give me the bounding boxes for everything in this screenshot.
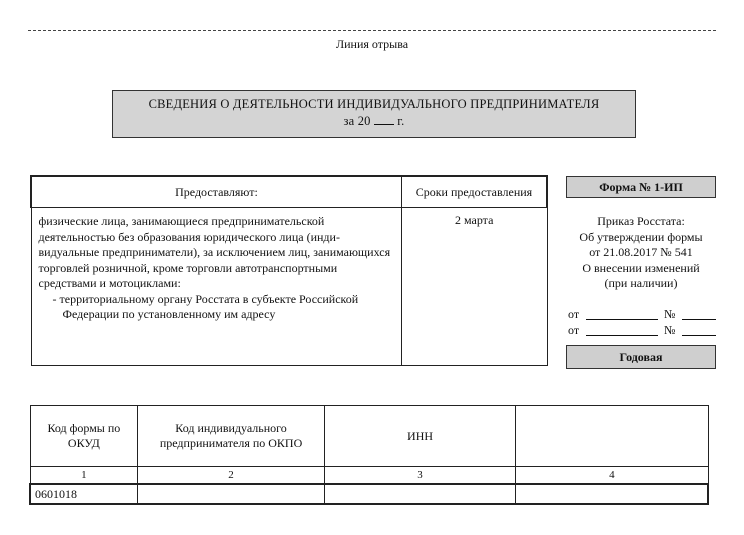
num-label: № xyxy=(664,307,676,321)
order-line-1: Приказ Росстата: xyxy=(597,214,685,228)
col-number-3: 3 xyxy=(324,467,515,485)
year-blank-field[interactable] xyxy=(374,113,394,125)
col-number-1: 1 xyxy=(30,467,138,485)
amendment-date-field-2[interactable] xyxy=(586,323,658,336)
who-item: - территориальному органу Росстата в субъекте Российской Федерации по установленному им адресу xyxy=(52,291,359,321)
inn-value-field[interactable] xyxy=(324,484,515,504)
periodicity-box: Годовая xyxy=(566,345,716,369)
inn-header: ИНН xyxy=(324,406,515,467)
document-title-box xyxy=(112,90,636,138)
okpo-value-field[interactable] xyxy=(138,484,325,504)
submission-table xyxy=(30,175,548,366)
amendment-date-field-1[interactable] xyxy=(586,307,658,320)
order-line-5: (при наличии) xyxy=(604,276,678,290)
codes-table xyxy=(29,405,709,505)
amendment-number-field-1[interactable] xyxy=(682,307,716,320)
order-line-3: от 21.08.2017 № 541 xyxy=(589,245,693,259)
col-number-2: 2 xyxy=(138,467,325,485)
okud-header: Код формы по ОКУД xyxy=(30,406,138,467)
cut-line xyxy=(28,30,716,31)
year-suffix: г. xyxy=(397,114,405,128)
from-label: от xyxy=(568,323,580,337)
who-cell xyxy=(31,208,401,366)
year-prefix: за 20 xyxy=(343,114,371,128)
form-number-box: Форма № 1-ИП xyxy=(566,176,716,198)
report-year xyxy=(113,113,635,130)
okud-value: 0601018 xyxy=(30,484,138,504)
amendment-row-2 xyxy=(568,323,716,339)
who-text: физические лица, занимающиеся предпринимательской деятельностью без образования юридического лица (инди-видуальные предприниматели), за исключением лиц, занимающихся торговлей розничной, кроме торговли автотранспортными средствами и мотоциклами: xyxy=(38,214,391,290)
deadline-cell: 2 марта xyxy=(401,208,547,366)
order-block xyxy=(566,214,716,292)
order-line-4: О внесении изменений xyxy=(582,260,700,275)
document-title: СВЕДЕНИЯ О ДЕЯТЕЛЬНОСТИ ИНДИВИДУАЛЬНОГО ПРЕДПРИНИМАТЕЛЯ xyxy=(148,97,600,111)
amendment-row-1 xyxy=(568,307,716,323)
num-label: № xyxy=(664,323,676,337)
col-deadline-header: Сроки предоставления xyxy=(401,176,547,208)
empty-header xyxy=(516,406,708,467)
from-label: от xyxy=(568,307,580,321)
amendment-number-field-2[interactable] xyxy=(682,323,716,336)
order-line-2: Об утверждении формы xyxy=(579,229,703,244)
col-who-header: Предоставляют: xyxy=(31,176,401,208)
okpo-header: Код индивидуального предпринимателя по ОКПО xyxy=(138,406,325,467)
col4-value-field[interactable] xyxy=(516,484,708,504)
col-number-4: 4 xyxy=(516,467,708,485)
cut-line-label: Линия отрыва xyxy=(335,37,409,51)
